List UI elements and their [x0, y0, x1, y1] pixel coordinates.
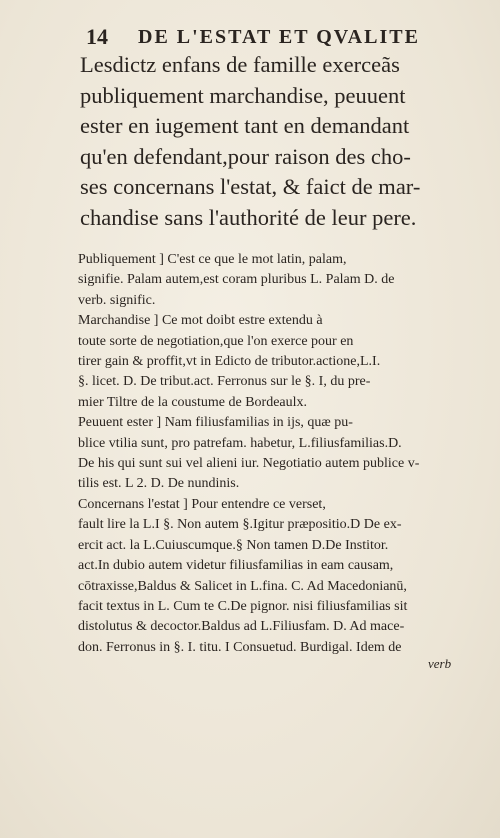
commentary-line: blice vtilia sunt, pro patrefam. habetur, L.filiusfamilias.D.: [78, 435, 402, 451]
commentary-line: mier Tiltre de la coustume de Bordeaulx.: [78, 394, 308, 410]
commentary-line: Marchandise ] Ce mot doibt estre extendu à: [78, 313, 323, 329]
main-text-block: [80, 50, 460, 233]
commentary-line: ercit act. la L.Cuiuscumque.§ Non tamen D.De Institor.: [78, 537, 389, 553]
commentary-block: [78, 250, 463, 658]
page-header: [86, 24, 446, 50]
main-text-line: ester en iugement tant en demandant: [80, 113, 410, 138]
commentary-line: tirer gain & proffit,vt in Edicto de tributor.actione,L.I.: [78, 354, 381, 370]
running-head: DE L'ESTAT ET QVALITE: [138, 26, 420, 48]
commentary-line: Publiquement ] C'est ce que le mot latin, palam,: [78, 252, 347, 267]
commentary-line: fault lire la L.I §. Non autem §.Igitur præpositio.D De ex-: [78, 517, 402, 533]
main-text-line: qu'en defendant,pour raison des cho-: [80, 143, 411, 169]
commentary-line: Concernans l'estat ] Pour entendre ce verset,: [78, 496, 326, 512]
main-text-line: ses concernans l'estat, & faict de mar-: [80, 174, 421, 199]
commentary-line: Peuuent ester ] Nam filiusfamilias in ijs, quæ pu-: [78, 415, 353, 431]
commentary-line: don. Ferronus in §. I. titu. I Consuetud. Burdigal. Idem de: [78, 639, 402, 655]
commentary-line: cōtraxisse,Baldus & Salicet in L.fina. C. Ad Macedonianū,: [78, 578, 407, 594]
commentary-line: tilis est. L 2. D. De nundinis.: [78, 476, 240, 492]
commentary-line: §. licet. D. De tribut.act. Ferronus sur le §. I, du pre-: [78, 374, 371, 390]
main-text-line: publiquement marchandise, peuuent: [80, 82, 406, 108]
catchword: verb: [428, 656, 452, 671]
commentary-line: facit textus in L. Cum te C.De pignor. nisi filiusfamilias sit: [78, 598, 408, 614]
main-text-line: Lesdictz enfans de famille exerceãs: [80, 52, 400, 77]
commentary-line: act.In dubio autem videtur filiusfamilias in eam causam,: [78, 558, 394, 574]
page-number: 14: [86, 24, 108, 49]
main-text-line: chandise sans l'authorité de leur pere.: [80, 204, 417, 230]
commentary-line: De his qui sunt sui vel alieni iur. Negotiatio autem publice v-: [78, 456, 420, 472]
commentary-line: toute sorte de negotiation,que l'on exerce pour en: [78, 333, 354, 349]
commentary-line: distolutus & decoctor.Baldus ad L.Filiusfam. D. Ad mace-: [78, 619, 405, 635]
commentary-line: verb. signific.: [78, 292, 156, 308]
commentary-line: signifie. Palam autem,est coram pluribus L. Palam D. de: [78, 272, 395, 288]
